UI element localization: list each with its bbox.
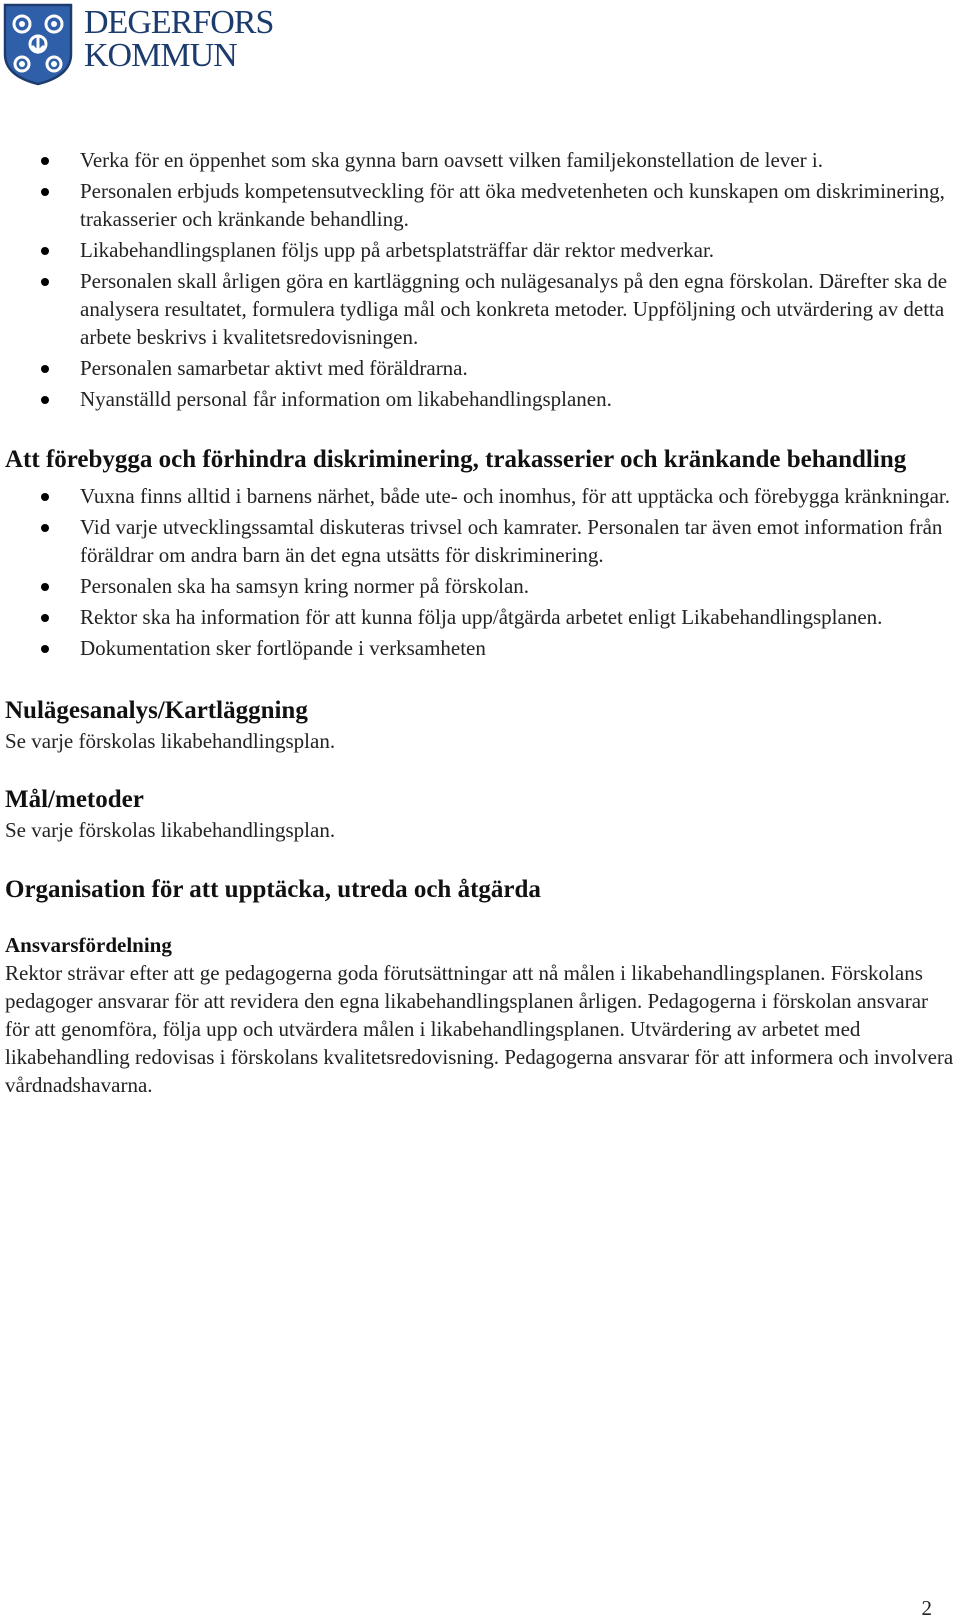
page-number: 2 [921,1596,932,1620]
brand-line-2: KOMMUN [84,37,237,74]
responsibility-text: Rektor strävar efter att ge pedagogerna goda förutsättningar att nå målen i likabehandlingsplanen. Förskolans pedagoger ansvarar för att revidera den egna likabehandlingsplanen årligen. Pedagogerna i förskolan ansvarar för att genomföra, följa upp och utvärdera målen i likabehandlingsplanen. Utvärdering av arbetet med likabehandling redovisas i förskolans kvalitetsredovisning. Pedagogerna ansvarar för att informera och involvera vårdnadshavarna. [5,961,954,1097]
list-item: Nyanställd personal får information om likabehandlingsplanen. [5,385,955,413]
list-item: Personalen ska ha samsyn kring normer på förskolan. [5,572,955,600]
list-item: Personalen erbjuds kompetensutveckling för att öka medvetenheten och kunskapen om diskriminering, trakasserier och kränkande behandling. [5,177,955,233]
bullet-icon [41,524,49,532]
section-heading-goals: Mål/metoder [5,786,144,813]
bullet-icon [41,645,49,653]
list-item: Personalen samarbetar aktivt med föräldrarna. [5,354,955,382]
list-item: Personalen skall årligen göra en kartläggning och nulägesanalys på den egna förskolan. Därefter ska de analysera resultatet, formulera tydliga mål och konkreta metoder. Uppföljning och utvärdering av detta arbete beskrivs i kvalitetsredovisningen. [5,267,955,351]
policy-list [5,146,955,413]
subheading-responsibility: Ansvarsfördelning [5,933,172,957]
list-item: Verka för en öppenhet som ska gynna barn oavsett vilken familjekonstellation de lever i. [5,146,955,174]
list-item: Likabehandlingsplanen följs upp på arbetsplatsträffar där rektor medverkar. [5,236,955,264]
brand-line-1: DEGERFORS [84,4,274,41]
bullet-icon [41,365,49,373]
list-item: Dokumentation sker fortlöpande i verksamheten [5,634,955,662]
list-item: Vuxna finns alltid i barnens närhet, både ute- och inomhus, för att upptäcka och förebygga kränkningar. [5,482,955,510]
list-item: Rektor ska ha information för att kunna följa upp/åtgärda arbetet enligt Likabehandlingsplanen. [5,603,955,631]
analysis-text: Se varje förskolas likabehandlingsplan. [5,729,336,753]
bullet-icon [41,396,49,404]
bullet-icon [41,493,49,501]
bullet-icon [41,278,49,286]
bullet-icon [41,247,49,255]
bullet-icon [41,157,49,165]
section-heading-analysis: Nulägesanalys/Kartläggning [5,697,308,724]
section-heading-organisation: Organisation för att upptäcka, utreda och åtgärda [5,876,541,903]
list-item: Vid varje utvecklingssamtal diskuteras trivsel och kamrater. Personalen tar även emot information från föräldrar om andra barn än det egna utsätts för diskriminering. [5,513,955,569]
goals-text: Se varje förskolas likabehandlingsplan. [5,818,336,842]
brand-name [84,6,273,72]
prevent-list [5,482,955,662]
coat-of-arms-icon [2,2,74,86]
municipality-logo [2,2,292,88]
bullet-icon [41,583,49,591]
bullet-icon [41,614,49,622]
bullet-icon [41,188,49,196]
section-heading-prevent: Att förebygga och förhindra diskriminering, trakasserier och kränkande behandling [5,446,907,473]
document-body [5,146,955,1099]
